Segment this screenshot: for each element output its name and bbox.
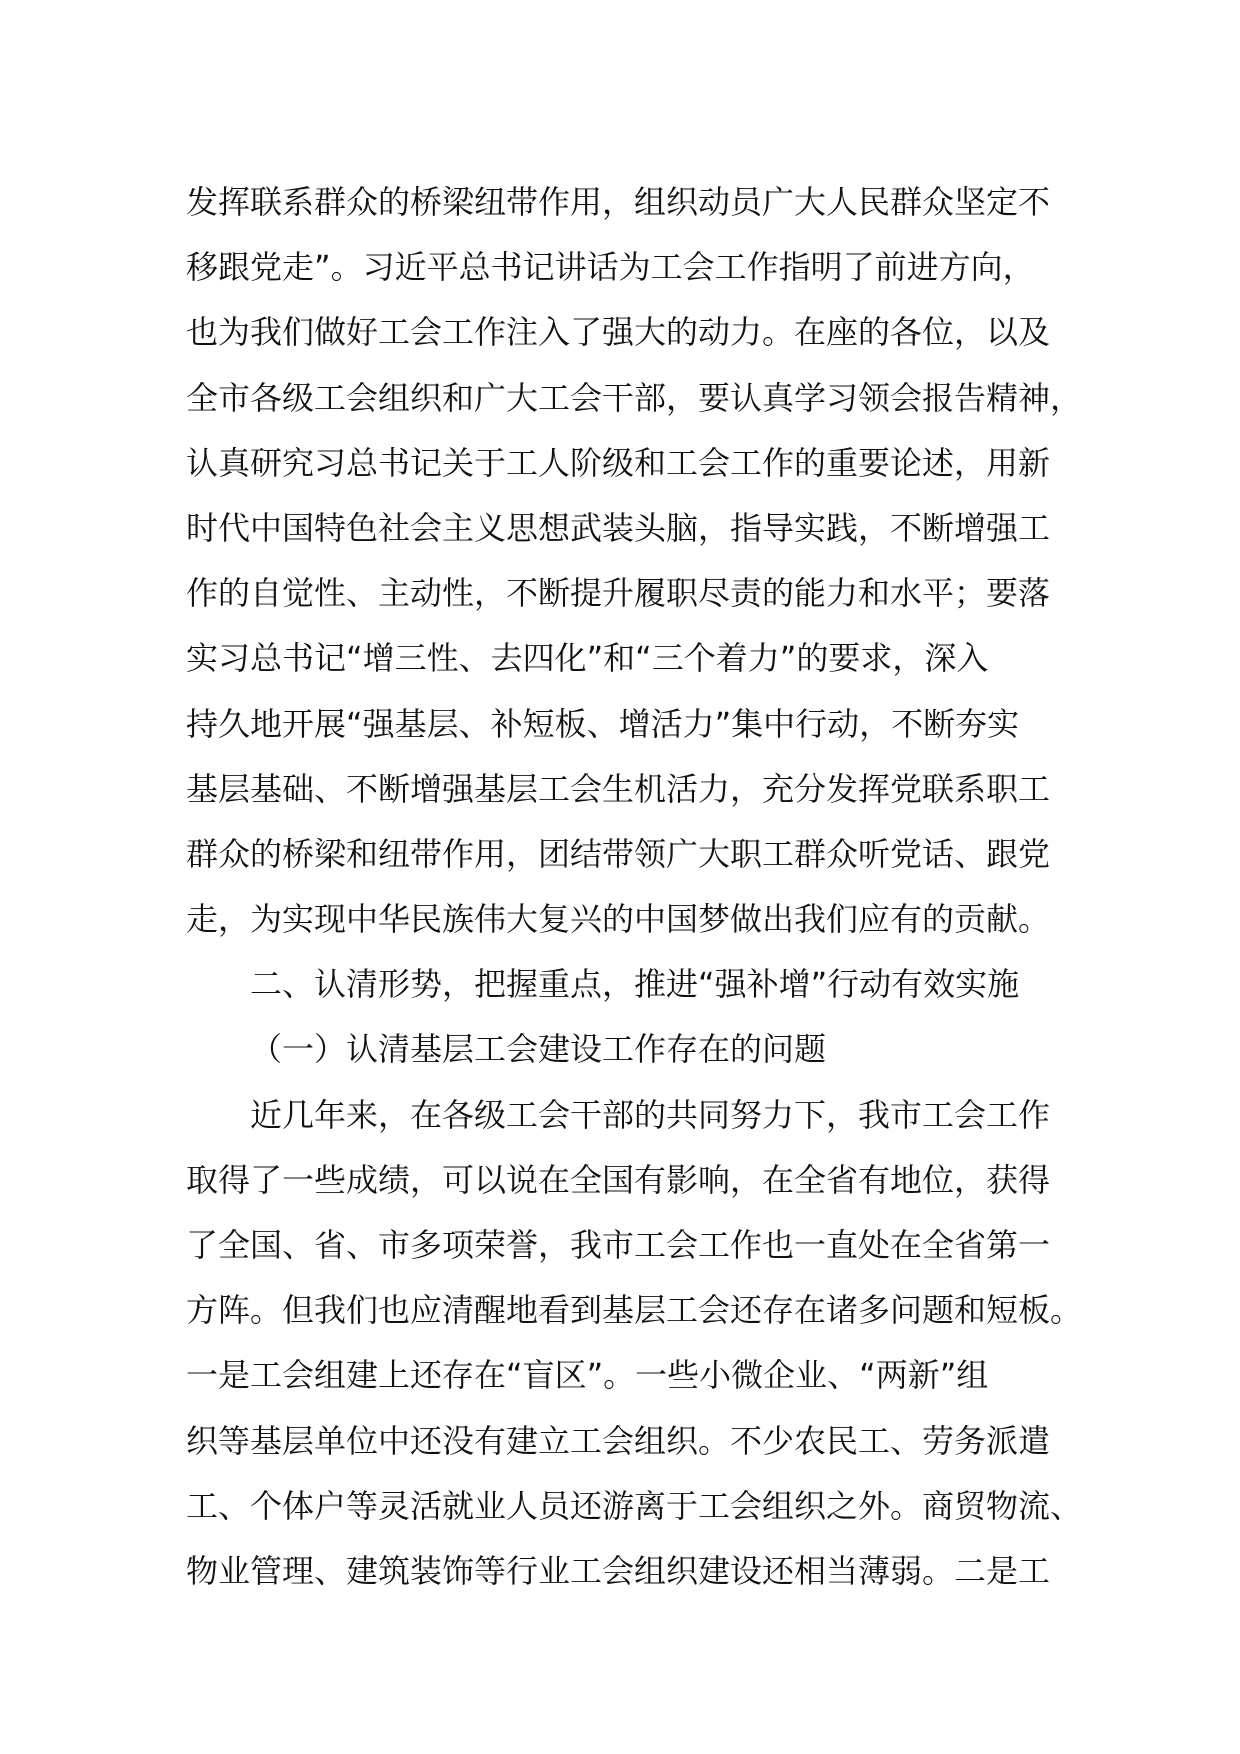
text-line: 物业管理、建筑装饰等行业工会组织建设还相当薄弱。二是工: [186, 1551, 1051, 1590]
text-line: 了全国、省、市多项荣誉，我市工会工作也一直处在全省第一: [186, 1226, 1051, 1264]
text-line: 持久地开展“强基层、补短板、增活力”集中行动，不断夯实: [186, 704, 1020, 743]
section-heading: 二、认清形势，把握重点，推进“强补增”行动有效实施: [250, 965, 1020, 1004]
text-line: 基层基础、不断增强基层工会生机活力，充分发挥党联系职工: [186, 769, 1051, 808]
text-line: 全市各级工会组织和广大工会干部，要认真学习领会报告精神，: [186, 378, 1083, 417]
text-line: 发挥联系群众的桥梁纽带作用，组织动员广大人民群众坚定不: [186, 183, 1051, 221]
text-line: 方阵。但我们也应清醒地看到基层工会还存在诸多问题和短板。: [186, 1291, 1083, 1330]
text-line: 移跟党走”。习近平总书记讲话为工会工作指明了前进方向，: [186, 248, 1035, 287]
text-line: 群众的桥梁和纽带作用，团结带领广大职工群众听党话、跟党: [186, 834, 1051, 873]
text-line: 一是工会组建上还存在“盲区”。一些小微企业、“两新”组: [186, 1356, 989, 1395]
text-line: 走，为实现中华民族伟大复兴的中国梦做出我们应有的贡献。: [186, 900, 1051, 939]
text-line: 工、个体户等灵活就业人员还游离于工会组织之外。商贸物流、: [186, 1486, 1083, 1525]
body-text: [186, 170, 1086, 1604]
text-line: 取得了一些成绩，可以说在全国有影响，在全省有地位，获得: [186, 1160, 1051, 1199]
text-line: 也为我们做好工会工作注入了强大的动力。在座的各位，以及: [186, 313, 1051, 352]
text-line: 实习总书记“增三性、去四化”和“三个着力”的要求，深入: [186, 639, 989, 678]
text-line: 认真研究习总书记关于工人阶级和工会工作的重要论述，用新: [186, 443, 1051, 482]
text-line: 作的自觉性、主动性，不断提升履职尽责的能力和水平；要落: [186, 574, 1051, 613]
text-line: 时代中国特色社会主义思想武装头脑，指导实践，不断增强工: [186, 508, 1051, 547]
text-line: 近几年来，在各级工会干部的共同努力下，我市工会工作: [250, 1095, 1051, 1134]
subsection-heading: （一）认清基层工会建设工作存在的问题: [250, 1030, 827, 1069]
text-line: 织等基层单位中还没有建立工会组织。不少农民工、劳务派遣: [186, 1421, 1051, 1460]
